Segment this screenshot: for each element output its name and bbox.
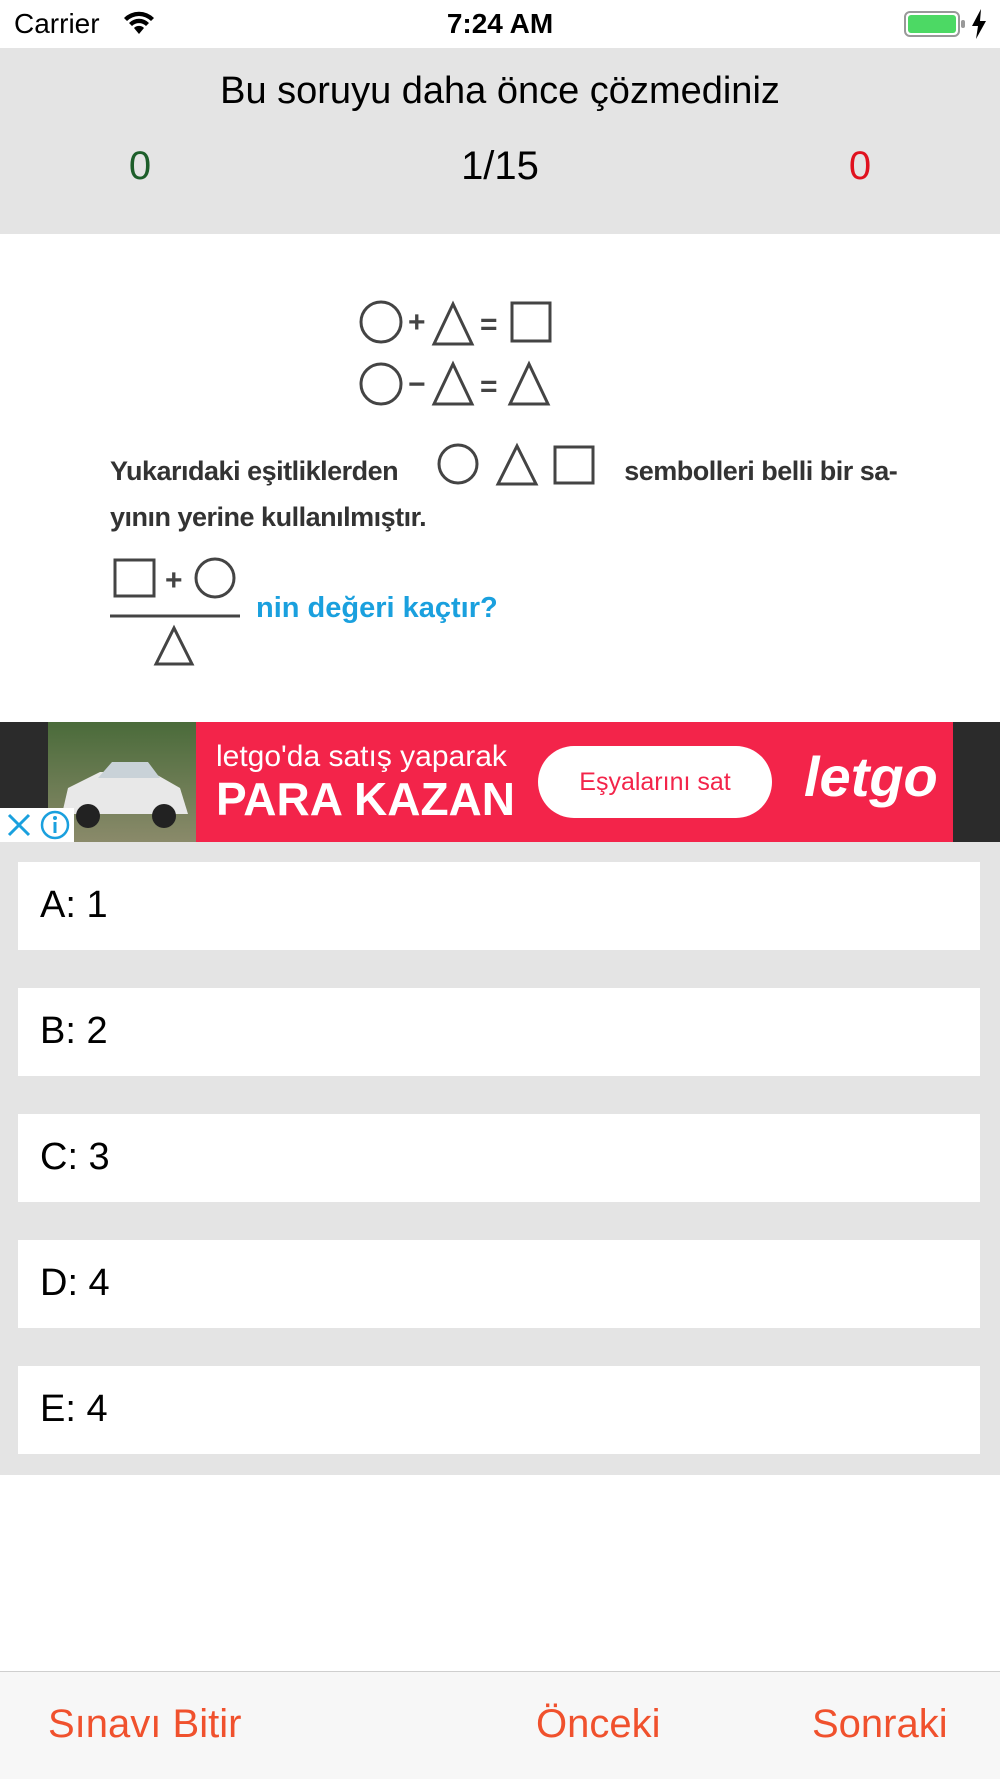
correct-count: 0 xyxy=(128,144,152,188)
question-ask: nin değeri kaçtır? xyxy=(256,592,498,624)
ad-close-icon[interactable] xyxy=(2,808,36,842)
answer-list xyxy=(0,842,1000,1475)
answer-label: C: 3 xyxy=(40,1136,110,1178)
svg-text:=: = xyxy=(480,308,498,341)
ad-cta-button[interactable]: Eşyalarını sat xyxy=(538,746,772,818)
question-panel xyxy=(0,234,1000,722)
ad-banner[interactable] xyxy=(0,722,1000,842)
ad-headline-small: letgo'da satış yaparak xyxy=(216,740,507,773)
answer-option-c[interactable] xyxy=(18,1114,980,1202)
answer-option-e[interactable] xyxy=(18,1366,980,1454)
answer-label: A: 1 xyxy=(40,884,108,926)
svg-text:+: + xyxy=(408,306,426,339)
ad-creative[interactable] xyxy=(48,722,953,842)
question-text-part1: Yukarıdaki eşitliklerden xyxy=(110,456,399,486)
answer-label: B: 2 xyxy=(40,1010,108,1052)
carrier-label: Carrier xyxy=(14,8,100,39)
answer-label: E: 4 xyxy=(40,1388,108,1430)
question-text xyxy=(110,448,910,540)
clock: 7:24 AM xyxy=(446,8,554,39)
previous-button[interactable]: Önceki xyxy=(536,1702,661,1746)
next-button[interactable]: Sonraki xyxy=(812,1702,948,1746)
ad-info-icon[interactable] xyxy=(38,808,72,842)
wrong-count: 0 xyxy=(848,144,872,188)
answer-option-b[interactable] xyxy=(18,988,980,1076)
answer-option-a[interactable] xyxy=(18,862,980,950)
quiz-header xyxy=(0,48,1000,234)
question-text-part2: sembolleri belli bir sa- xyxy=(624,456,898,486)
finish-exam-button[interactable]: Sınavı Bitir xyxy=(48,1702,242,1746)
svg-text:−: − xyxy=(408,368,426,401)
answer-label: D: 4 xyxy=(40,1262,110,1304)
ad-brand-logo: letgo xyxy=(804,745,938,808)
question-text-line2: yının yerine kullanılmıştır. xyxy=(110,502,427,532)
bottom-toolbar xyxy=(0,1671,1000,1779)
svg-text:+: + xyxy=(165,564,183,597)
status-title: Bu soruyu daha önce çözmediniz xyxy=(220,70,780,112)
charging-icon xyxy=(970,9,988,39)
battery-icon xyxy=(904,11,966,37)
status-bar xyxy=(0,0,1000,48)
answer-option-d[interactable] xyxy=(18,1240,980,1328)
ad-controls xyxy=(0,808,74,842)
svg-text:=: = xyxy=(480,370,498,403)
ad-headline-big: PARA KAZAN xyxy=(216,773,515,825)
question-progress: 1/15 xyxy=(461,144,539,188)
